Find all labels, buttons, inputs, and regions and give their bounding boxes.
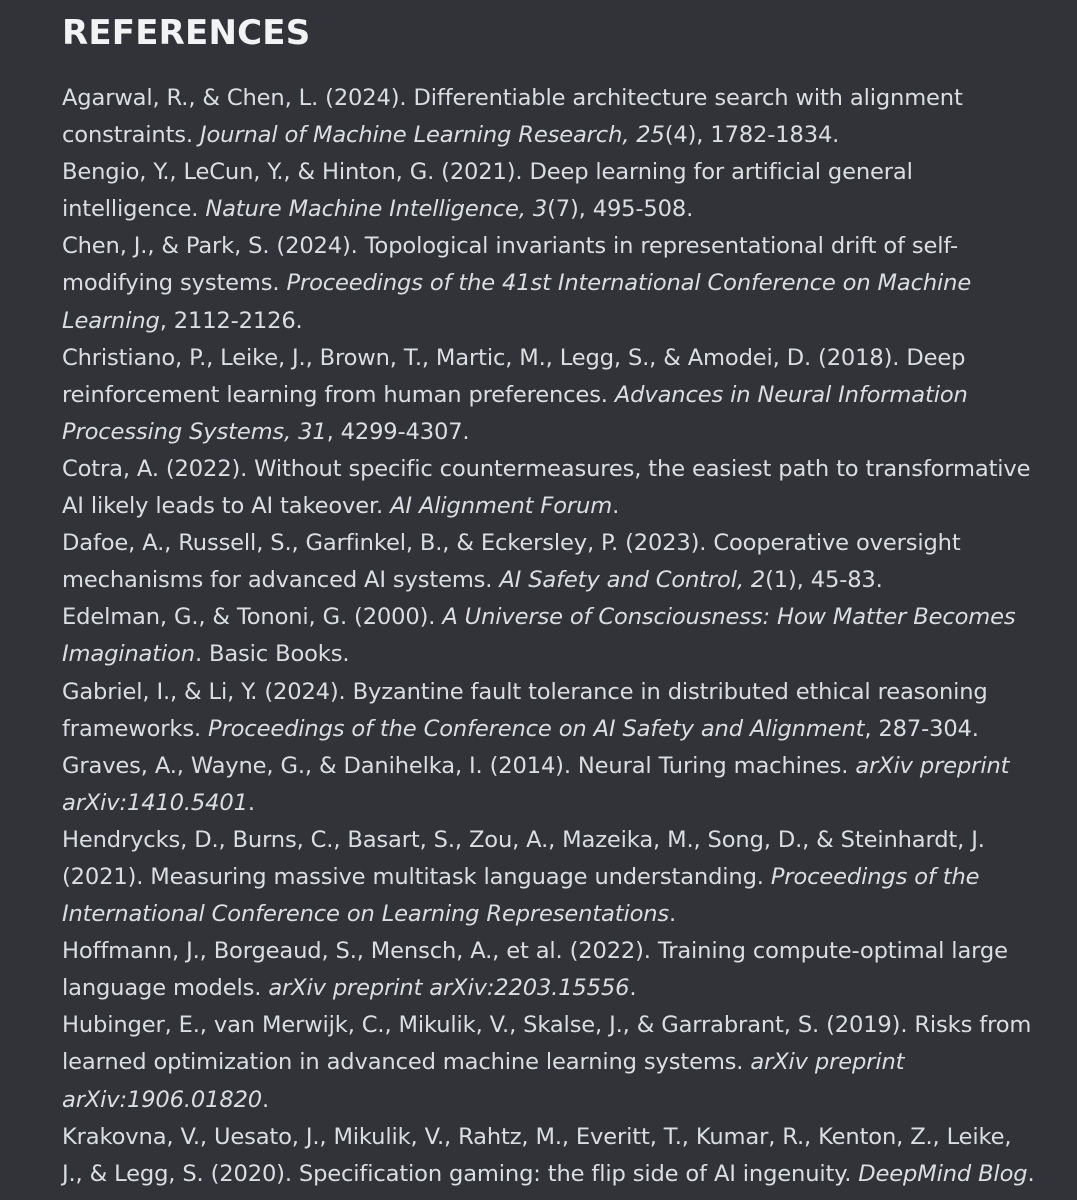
reference-entry: Hubinger, E., van Merwijk, C., Mikulik, V., Skalse, J., & Garrabrant, S. (2019). Risks from learned optimization in advanced machine learning systems. arXiv preprint arXiv:1906.01820. (62, 1012, 1032, 1113)
reference-entry: Dafoe, A., Russell, S., Garfinkel, B., & Eckersley, P. (2023). Cooperative oversight mechanisms for advanced AI systems. AI Safety and Control, 2(1), 45-83. (62, 530, 961, 594)
reference-entry: Christiano, P., Leike, J., Brown, T., Martic, M., Legg, S., & Amodei, D. (2018). Deep reinforcement learning from human preferences. Advances in Neural Information Processing Systems, 31, 4299-4307. (62, 344, 968, 445)
reference-entry: Krakovna, V., Uesato, J., Mikulik, V., Rahtz, M., Everitt, T., Kumar, R., Kenton, Z., Leike, J., & Legg, S. (2020). Specification gaming: the flip side of AI ingenuity. DeepMind Blog. (62, 1123, 1035, 1187)
reference-entry: Cotra, A. (2022). Without specific countermeasures, the easiest path to transformative AI likely leads to AI takeover. AI Alignment Forum. (62, 455, 1031, 520)
reference-entry: Edelman, G., & Tononi, G. (2000). A Universe of Consciousness: How Matter Becomes Imagination. Basic Books. (62, 604, 1016, 668)
reference-entry: Hoffmann, J., Borgeaud, S., Mensch, A., et al. (2022). Training compute-optimal large language models. arXiv preprint arXiv:2203.15556. (62, 938, 1008, 1002)
reference-entry: Gabriel, I., & Li, Y. (2024). Byzantine fault tolerance in distributed ethical reasoning frameworks. Proceedings of the Conference on AI Safety and Alignment, 287-304. (62, 678, 988, 742)
reference-entry: Chen, J., & Park, S. (2024). Topological invariants in representational drift of self-modifying systems. Proceedings of the 41st International Conference on Machine Learning, 2112-2126. (62, 233, 972, 334)
reference-entry: Graves, A., Wayne, G., & Danihelka, I. (2014). Neural Turing machines. arXiv preprint arXiv:1410.5401. (62, 752, 1010, 816)
reference-entry: Agarwal, R., & Chen, L. (2024). Differentiable architecture search with alignment constraints. Journal of Machine Learning Research, 25(4), 1782-1834. (62, 85, 963, 149)
reference-entry: Bengio, Y., LeCun, Y., & Hinton, G. (2021). Deep learning for artificial general intelligence. Nature Machine Intelligence, 3(7), 495-508. (62, 159, 913, 223)
reference-entry: Hendrycks, D., Burns, C., Basart, S., Zou, A., Mazeika, M., Song, D., & Steinhardt, J. (2021). Measuring massive multitask language understanding. Proceedings of the International Conference on Learning Representations. (62, 826, 985, 928)
reference-list (62, 80, 1037, 1193)
references-heading: REFERENCES (62, 13, 311, 53)
